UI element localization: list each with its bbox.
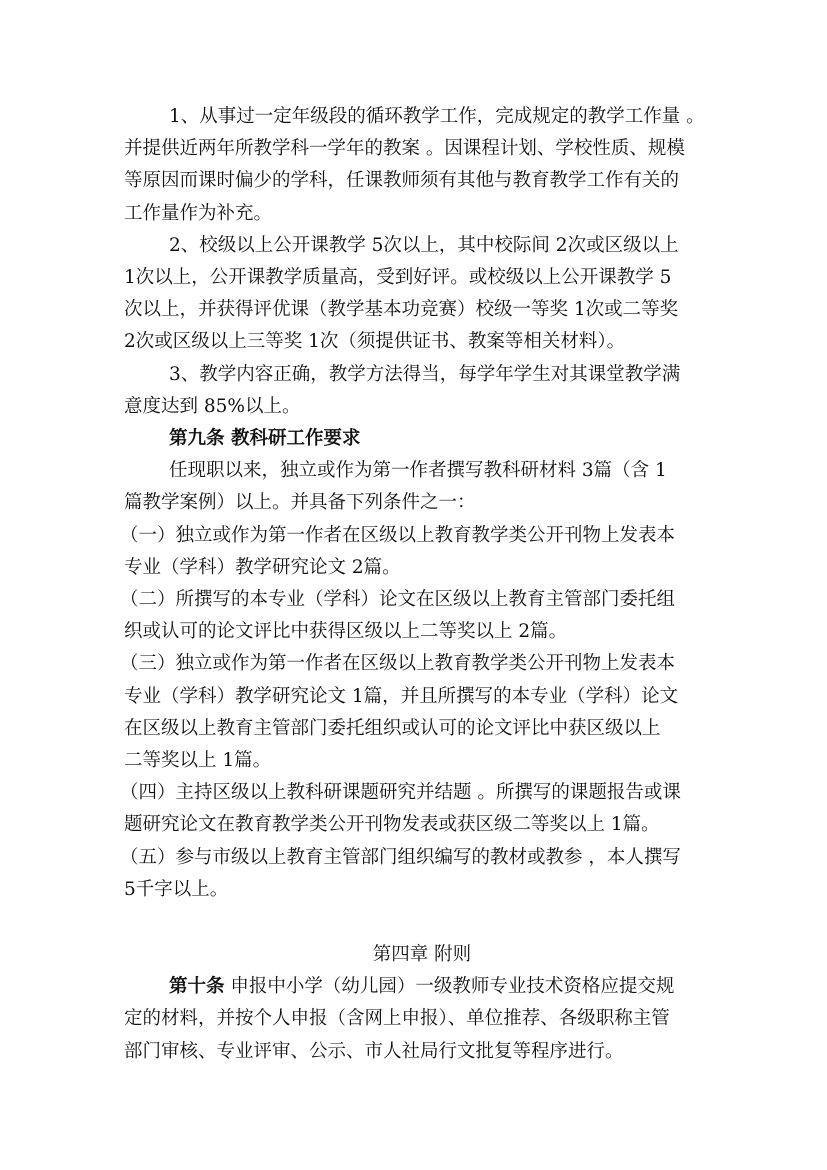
section-heading-article-9: 第九条 教科研工作要求 xyxy=(169,428,361,450)
text-line: 篇教学案例）以上。并具备下列条件之一： xyxy=(124,492,476,514)
text-line: 并提供近两年所教学科一学年的教案 。因课程计划、学校性质、规模 xyxy=(124,138,685,160)
text-line: 专业（学科）教学研究论文 1篇，并且所撰写的本专业（学科）论文 xyxy=(124,685,679,707)
text-line: 3、教学内容正确，教学方法得当，每学年学生对其课堂教学满 xyxy=(169,363,681,385)
text-line: 任现职以来，独立或作为第一作者撰写教科研材料 3篇（含 1 xyxy=(169,460,667,482)
text-line: （一）独立或作为第一作者在区级以上教育教学类公开刊物上发表本 xyxy=(120,524,676,546)
chapter-heading: 第四章 附则 xyxy=(372,944,472,966)
article-10-text: 申报中小学（幼儿园）一级教师专业技术资格应提交规 xyxy=(224,976,675,998)
text-line: （二）所撰写的本专业（学科）论文在区级以上教育主管部门委托组 xyxy=(120,589,676,611)
text-line: 1次以上，公开课教学质量高，受到好评。或校级以上公开课教学 5 xyxy=(124,267,672,289)
text-line: 次以上，并获得评优课（教学基本功竞赛）校级一等奖 1次或二等奖 xyxy=(124,299,679,321)
text-line: 5千字以上。 xyxy=(124,878,229,900)
text-line: （三）独立或作为第一作者在区级以上教育教学类公开刊物上发表本 xyxy=(120,653,676,675)
text-line: 等原因而课时偏少的学科，任课教师须有其他与教育教学工作有关的 xyxy=(124,170,680,192)
article-10-label: 第十条 xyxy=(169,976,225,998)
text-line: 1、从事过一定年级段的循环教学工作，完成规定的教学工作量 。 xyxy=(169,106,705,127)
text-line: 题研究论文在教育教学类公开刊物发表或获区级二等奖以上 1篇。 xyxy=(124,814,660,836)
text-line: 定的材料，并按个人申报（含网上申报）、单位推荐、各级职称主管 xyxy=(124,1008,670,1030)
text-line: 2、校级以上公开课教学 5次以上，其中校际间 2次或区级以上 xyxy=(169,234,679,256)
text-line: 织或认可的论文评比中获得区级以上二等奖以上 2篇。 xyxy=(124,621,568,643)
text-line: （五）参与市级以上教育主管部门组织编写的教材或教参 ，本人撰写 xyxy=(120,846,681,868)
text-line: 2次或区级以上三等奖 1次（须提供证书、教案等相关材料）。 xyxy=(124,331,626,353)
document-body xyxy=(120,101,705,1068)
text-line: 在区级以上教育主管部门委托组织或认可的论文评比中获区级以上 xyxy=(124,717,661,739)
text-line: 意度达到 85%以上。 xyxy=(124,395,301,417)
text-line: 部门审核、专业评审、公示、市人社局行文批复等程序进行。 xyxy=(124,1040,624,1062)
text-line: 二等奖以上 1篇。 xyxy=(124,750,272,772)
spacer xyxy=(124,906,702,939)
article-10-line xyxy=(124,971,702,1003)
text-line: 专业（学科）教学研究论文 2篇。 xyxy=(124,556,401,578)
text-line: 工作量作为补充。 xyxy=(124,202,273,224)
text-line: （四）主持区级以上教科研课题研究并结题 。所撰写的课题报告或课 xyxy=(120,782,681,804)
